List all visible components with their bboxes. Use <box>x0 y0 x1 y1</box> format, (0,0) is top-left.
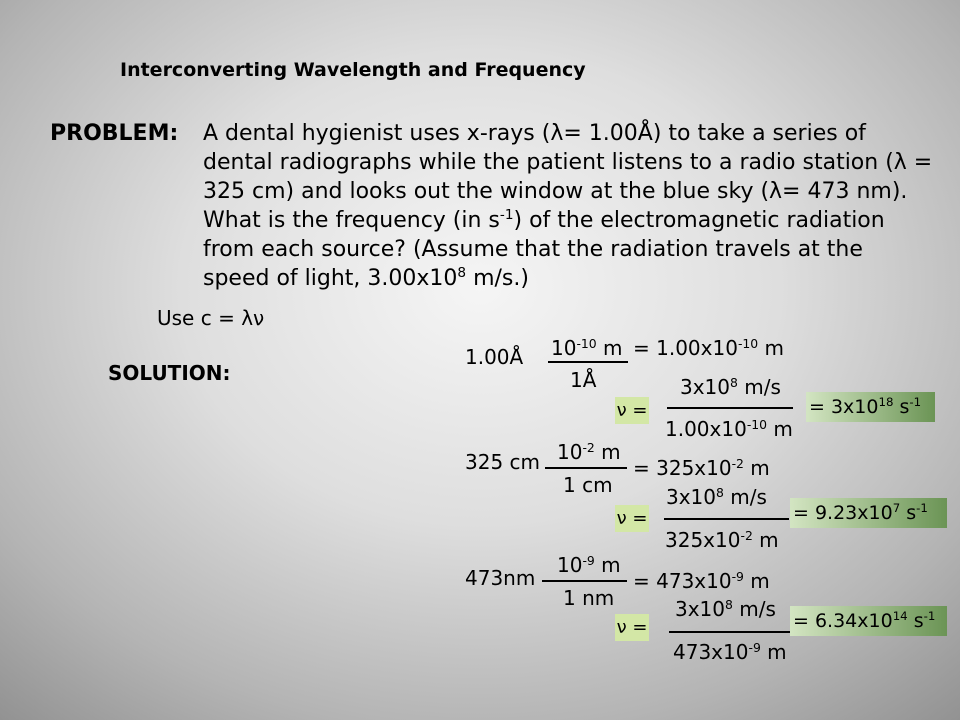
problem-line: A dental hygienist uses x-rays (λ= 1.00Å) to take a series of <box>203 121 866 146</box>
unit: m <box>594 553 621 577</box>
exponent: 14 <box>892 608 908 623</box>
problem-text-segment: speed of light, 3.00x10 <box>203 266 458 291</box>
fraction-bar <box>542 580 627 582</box>
unit: m/s <box>732 597 776 621</box>
unit: s <box>907 610 924 632</box>
exponent: 7 <box>892 500 901 515</box>
converted-wavelength <box>633 335 785 361</box>
frequency-denominator <box>665 527 779 553</box>
fraction-bar <box>548 361 628 363</box>
unit: m <box>752 528 779 552</box>
unit: m <box>743 569 770 593</box>
base: = 6.34x10 <box>793 610 893 632</box>
problem-label: PROBLEM: <box>50 121 179 146</box>
exponent: -2 <box>731 455 744 471</box>
unit-exponent: -1 <box>923 608 936 623</box>
exponent: -9 <box>582 552 595 568</box>
frequency-numerator <box>675 596 776 622</box>
superscript: 8 <box>457 264 467 281</box>
base: 10 <box>557 440 583 464</box>
solution-label: SOLUTION: <box>108 361 231 385</box>
problem-text-segment: What is the frequency (in s <box>203 208 500 233</box>
fraction-bar <box>667 407 793 409</box>
exponent: -2 <box>740 527 753 543</box>
formula-text: Use c = λν <box>157 306 265 330</box>
conversion-denominator: 1 cm <box>563 473 613 497</box>
base: = 325x10 <box>633 456 732 480</box>
problem-text-segment: m/s.) <box>466 266 529 291</box>
fraction-bar <box>669 631 793 633</box>
problem-line <box>203 264 932 293</box>
base: 473x10 <box>673 640 749 664</box>
problem-line: dental radiographs while the patient listens to a radio station (λ = <box>203 150 933 175</box>
exponent: -9 <box>748 639 761 655</box>
problem-line <box>203 206 932 235</box>
exponent: -9 <box>731 568 744 584</box>
frequency-numerator <box>680 374 781 400</box>
nu-equals-box: ν = <box>615 505 649 532</box>
base: = 9.23x10 <box>793 502 893 524</box>
problem-text-segment: ) of the electromagnetic radiation <box>513 208 885 233</box>
unit: m <box>760 640 787 664</box>
frequency-denominator <box>665 416 793 442</box>
converted-wavelength <box>633 568 770 594</box>
unit-exponent: -1 <box>916 500 928 515</box>
base: 325x10 <box>665 528 741 552</box>
unit: m <box>767 417 793 441</box>
base: 10 <box>551 336 577 360</box>
slide-title: Interconverting Wavelength and Frequency <box>120 59 586 81</box>
base: = 473x10 <box>633 569 732 593</box>
given-wavelength: 473nm <box>465 566 536 590</box>
base: 10 <box>557 553 583 577</box>
result-box <box>790 606 947 636</box>
exponent: -10 <box>576 335 597 351</box>
unit-exponent: -1 <box>909 394 922 409</box>
nu-equals-box: ν = <box>615 397 649 424</box>
unit: s <box>900 502 917 524</box>
unit: m/s <box>723 485 767 509</box>
conversion-denominator: 1 nm <box>563 586 615 610</box>
fraction-bar <box>545 467 627 469</box>
fraction-bar <box>664 518 789 520</box>
frequency-denominator <box>673 639 787 665</box>
conversion-numerator <box>557 439 621 465</box>
base: = 3x10 <box>809 396 879 418</box>
unit: s <box>893 396 910 418</box>
exponent: -10 <box>737 335 759 351</box>
problem-line: 325 cm) and looks out the window at the blue sky (λ= 473 nm). <box>203 179 908 204</box>
base: = 1.00x10 <box>633 336 738 360</box>
result-box <box>806 392 935 422</box>
exponent: 18 <box>878 394 894 409</box>
given-wavelength: 1.00Å <box>465 345 524 369</box>
unit: m <box>743 456 770 480</box>
base: 3x10 <box>680 375 731 399</box>
unit: m <box>594 440 621 464</box>
problem-line: from each source? (Assume that the radiation travels at the <box>203 237 863 262</box>
nu-equals-box: ν = <box>615 614 649 641</box>
base: 3x10 <box>675 597 726 621</box>
exponent: 8 <box>725 596 733 612</box>
base: 3x10 <box>666 485 717 509</box>
unit: m/s <box>737 375 781 399</box>
exponent: -2 <box>582 439 595 455</box>
unit: m <box>758 336 785 360</box>
exponent: 8 <box>730 374 738 390</box>
conversion-numerator <box>551 335 623 361</box>
superscript: -1 <box>499 206 514 223</box>
base: 1.00x10 <box>665 417 747 441</box>
given-wavelength: 325 cm <box>465 450 541 474</box>
conversion-numerator <box>557 552 621 578</box>
frequency-numerator <box>666 484 767 510</box>
problem-statement <box>203 119 932 293</box>
converted-wavelength <box>633 455 770 481</box>
conversion-denominator: 1Å <box>570 368 597 392</box>
result-box <box>790 498 947 528</box>
exponent: -10 <box>746 416 768 432</box>
exponent: 8 <box>716 484 724 500</box>
unit: m <box>596 336 623 360</box>
